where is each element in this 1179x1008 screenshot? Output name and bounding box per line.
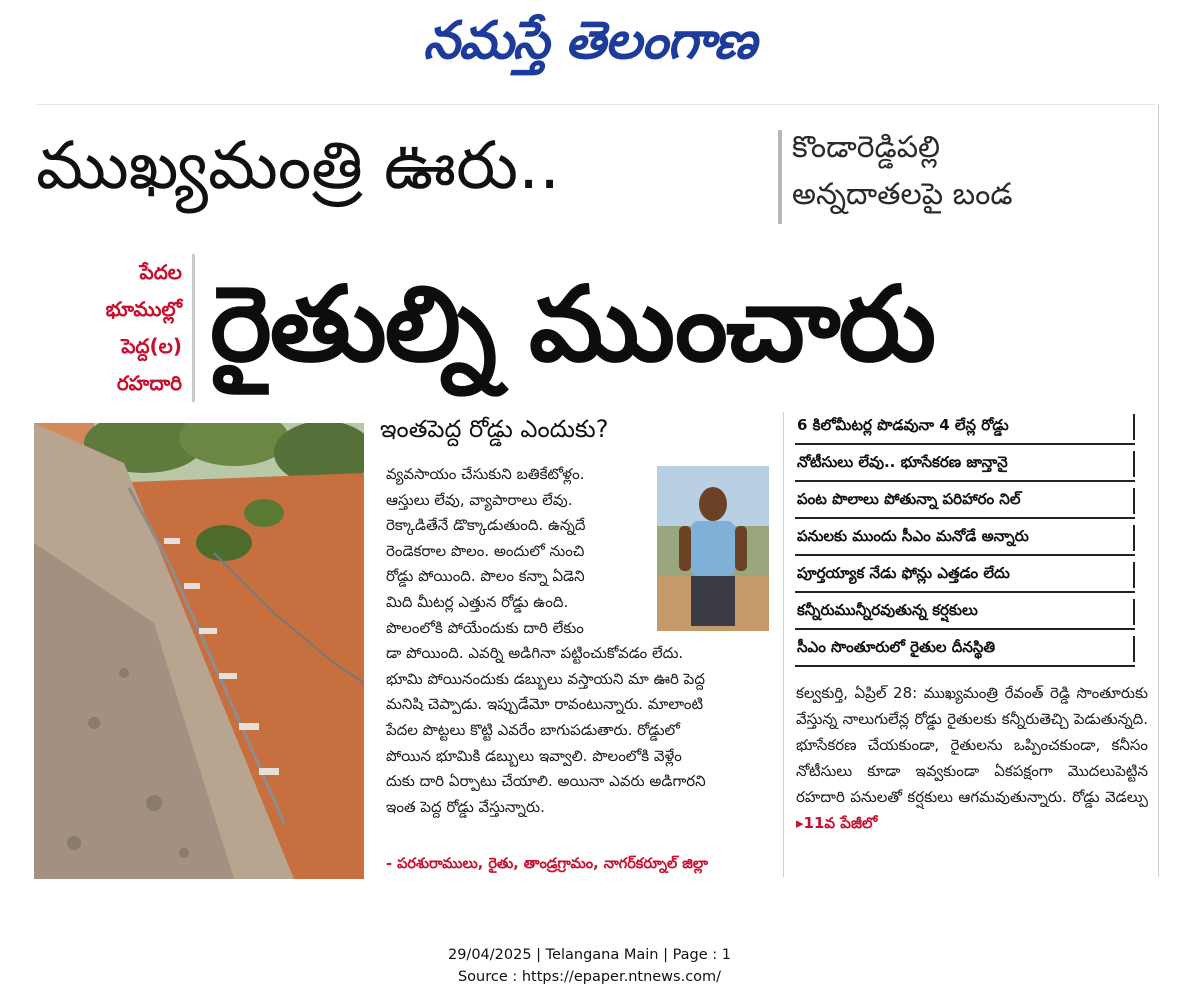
- footer-dateline: 29/04/2025 | Telangana Main | Page : 1: [447, 947, 732, 963]
- body-line: పొలంలోకి పోయేందుకు దారి లేకుం: [386, 618, 584, 637]
- page-edge-line: [1158, 104, 1159, 877]
- body-line: రోడ్డు పోయింది. పొలం కన్నా ఏడెని: [386, 567, 585, 586]
- body-line: ఆస్తులు లేవు, వ్యాపారాలు లేవు.: [386, 490, 573, 509]
- body-line: పోయిన భూమికి డబ్బులు ఇవ్వాలి. పొలంలోకి వెళ్లేం: [386, 746, 682, 765]
- column-divider: [783, 412, 784, 877]
- interview-body: [386, 462, 770, 820]
- news-report-body: [796, 680, 1148, 836]
- body-line: దుకు దారి ఏర్పాటు చేయాలి. అయినా ఎవరు అడిగారని: [386, 772, 706, 791]
- main-headline: రైతుల్ని ముంచారు: [210, 263, 935, 385]
- body-line: రెక్కాడితేనే డొక్కాడుతుంది. ఉన్నదే: [386, 516, 586, 535]
- body-line: డా పోయింది. ఎవర్ని అడిగినా పట్టించుకోవడం లేదు.: [386, 644, 684, 663]
- side-kicker: [40, 254, 182, 402]
- highlight-item: [795, 556, 1135, 593]
- highlight-item: [795, 482, 1135, 519]
- continued-page-link[interactable]: ▸11వ పేజీలో: [796, 814, 878, 832]
- body-line: భూమి పోయినందుకు డబ్బులు వస్తాయని మా ఊరి పెద్ద: [386, 669, 705, 688]
- highlight-text: సీఎం సొంతూరులో రైతుల దీనస్థితి: [797, 638, 996, 656]
- body-line: వ్యవసాయం చేసుకుని బతికేటోళ్లం.: [386, 465, 585, 483]
- highlight-item: [795, 593, 1135, 630]
- highlight-text: నోటీసులు లేవు.. భూసేకరణ జాన్తానై: [797, 453, 1008, 471]
- highlight-text: పూర్తయ్యాక నేడు ఫోన్లు ఎత్తడం లేదు: [797, 564, 1010, 582]
- highlight-text: పంట పొలాలు పోతున్నా పరిహారం నిల్: [797, 490, 1021, 508]
- page-footer: [0, 944, 1179, 988]
- side-kicker-line: పెద్ద(ల): [121, 334, 182, 358]
- headline-top: ముఖ్యమంత్రి ఊరు..: [36, 127, 561, 204]
- side-kicker-line: రహదారి: [116, 371, 182, 395]
- continued-page-label: 11వ పేజీలో: [803, 814, 878, 832]
- highlight-text: 6 కిలోమీటర్ల పొడవునా 4 లేన్ల రోడ్డు: [797, 416, 1009, 434]
- body-line: మనిషి చెప్పాడు. ఇప్పుడేమో రావంటున్నారు. మాలాంటి: [386, 695, 704, 714]
- side-kicker-divider: [192, 254, 195, 402]
- subheadline: ఇంతపెద్ద రోడ్డు ఎందుకు?: [380, 415, 609, 443]
- highlight-item: [795, 630, 1135, 667]
- highlight-text: పనులకు ముందు సీఎం మనోడే అన్నారు: [797, 527, 1029, 545]
- highlight-text: కన్నీరుమున్నీరవుతున్న కర్షకులు: [797, 601, 978, 619]
- highlight-item: [795, 408, 1135, 445]
- side-kicker-line: పేదల: [139, 260, 182, 284]
- top-rule: [36, 104, 1156, 105]
- highlights-box: [795, 408, 1135, 667]
- kicker-divider: [778, 130, 782, 224]
- side-kicker-line: భూముల్లో: [105, 297, 182, 321]
- kicker-line-1: కొండారెడ్డిపల్లి: [792, 130, 941, 165]
- body-line: మిది మీటర్ల ఎత్తున రోడ్డు ఉంది.: [386, 592, 569, 611]
- highlight-item: [795, 445, 1135, 482]
- kicker: [792, 124, 1152, 218]
- news-text: కల్వకుర్తి, ఏప్రిల్ 28: ముఖ్యమంత్రి రేవంత్ రెడ్డి సొంతూరుకు వేస్తున్న నాలుగులేన్ల రోడ్డు రైతులకు కన్నీరుతెచ్చి పెడుతున్నది. భూసేకరణ చేయకుండా, రైతులను ఒప్పించకుండా, కనీసం నోటీసులు కూడా ఇవ్వకుండా ఏకపక్షంగా మొదలుపెట్టిన రహదారి పనులతో కర్షకులు ఆగమవుతున్నారు. రోడ్డు వెడల్పు: [796, 684, 1148, 806]
- kicker-line-2: అన్నదాతలపై బండ: [792, 177, 1013, 212]
- road-embankment-photo: [34, 423, 364, 879]
- newspaper-masthead: నమస్తే తెలంగాణ: [423, 11, 756, 71]
- footer-source[interactable]: Source : https://epaper.ntnews.com/: [457, 969, 722, 985]
- highlight-item: [795, 519, 1135, 556]
- body-line: ఇంత పెద్ద రోడ్డు వేస్తున్నారు.: [386, 797, 545, 816]
- body-line: రెండెకరాల పొలం. అందులో నుంచి: [386, 541, 585, 560]
- body-line: పేదల పొట్టలు కొట్టి ఎవరేం బాగుపడుతారు. రోడ్డులో: [386, 720, 680, 739]
- quote-attribution: - పరశురాములు, రైతు, తాండ్రగ్రామం, నాగర్‌కర్నూల్ జిల్లా: [386, 856, 709, 872]
